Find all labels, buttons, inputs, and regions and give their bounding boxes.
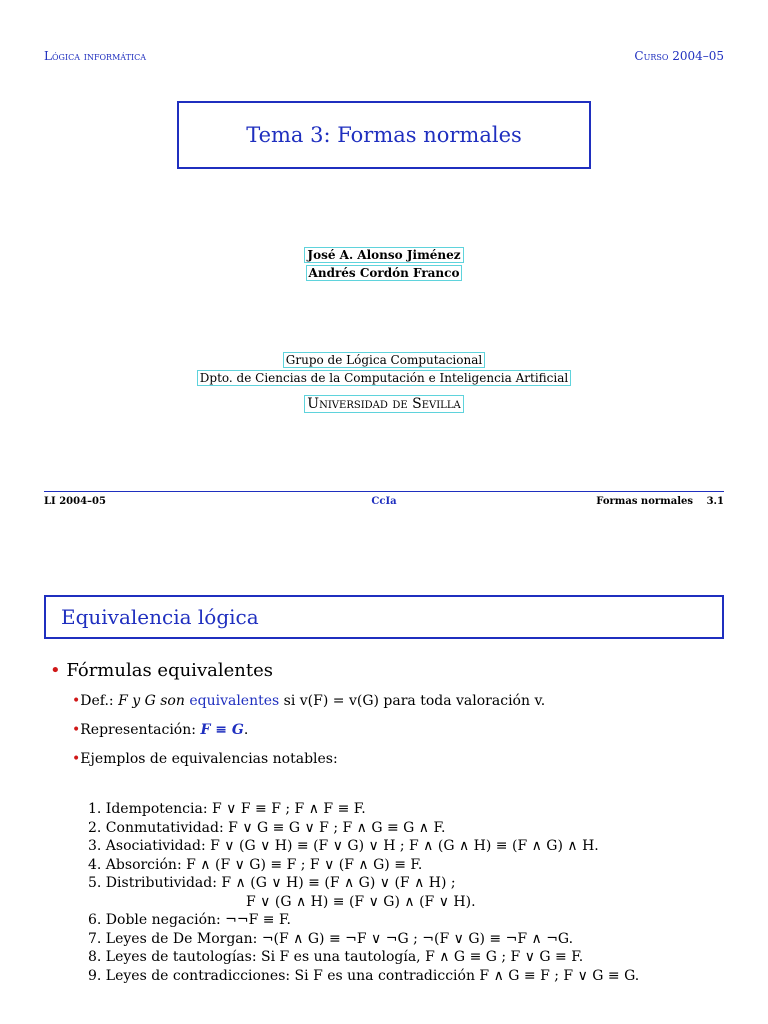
bullet-icon: • [72,751,81,767]
list-item: 1. Idempotencia: F ∨ F ≡ F ; F ∧ F ≡ F. [88,801,366,817]
course-year: Curso 2004–05 [634,49,724,63]
definition-item [72,693,545,709]
footer-right: Formas normales [596,496,693,507]
university-link[interactable]: Universidad de Sevilla [304,395,463,413]
section-title: Equivalencia lógica [61,605,259,629]
rep-label: Representación: [80,722,196,738]
department-wrap [0,367,768,386]
course-name: Lógica informática [44,49,147,63]
list-item: 2. Conmutatividad: F ∨ G ≡ G ∨ F ; F ∧ G ≡ G ∧ F. [88,819,446,836]
rep-period: . [243,722,249,738]
examples-label: Ejemplos de equivalencias notables: [80,751,338,767]
list-item: 3. Asociatividad: F ∨ (G ∨ H) ≡ (F ∨ G) ∨ H ; F ∧ (G ∧ H) ≡ (F ∧ G) ∧ H. [88,838,599,854]
def-rest: si v(F) = v(G) para toda valoración v. [283,693,546,709]
footer-rule [44,491,724,492]
def-highlight: equivalentes [189,693,280,709]
main-bullet-text: Fórmulas equivalentes [66,660,273,681]
author-1-link[interactable]: José A. Alonso Jiménez [304,247,463,263]
footer-page: 3.1 [706,496,724,507]
author-1-wrap [0,244,768,263]
list-item: 8. Leyes de tautologías: Si F es una tautología, F ∧ G ≡ G ; F ∨ G ≡ F. [88,949,584,965]
section-title-box [44,595,724,639]
list-item: 9. Leyes de contradicciones: Si F es una contradicción F ∧ G ≡ F ; F ∨ G ≡ G. [88,967,640,984]
department-link[interactable]: Dpto. de Ciencias de la Computación e Inteligencia Artificial [197,370,571,386]
group-link[interactable]: Grupo de Lógica Computacional [283,352,485,368]
equivalences-list [88,800,639,985]
examples-item [72,751,338,767]
representation-item [72,722,248,738]
list-item: 6. Doble negación: ¬¬F ≡ F. [88,912,291,928]
footer-left: LI 2004–05 [44,496,106,507]
def-label: Def.: [80,693,114,709]
list-item: 7. Leyes de De Morgan: ¬(F ∧ G) ≡ ¬F ∨ ¬G ; ¬(F ∨ G) ≡ ¬F ∧ ¬G. [88,930,574,947]
bullet-icon: • [50,660,61,681]
list-item-continuation: F ∨ (G ∧ H) ≡ (F ∨ G) ∧ (F ∨ H). [246,893,476,910]
footer-center: CcIa [371,496,397,507]
author-2-wrap [0,262,768,281]
def-text: F y G son [118,693,185,709]
title-box [177,101,591,169]
author-2-link[interactable]: Andrés Cordón Franco [306,265,463,281]
list-item: 4. Absorción: F ∧ (F ∨ G) ≡ F ; F ∨ (F ∧ G) ≡ F. [88,856,423,873]
bullet-icon: • [72,722,81,738]
main-bullet [50,660,273,681]
university-wrap [0,393,768,413]
bullet-icon: • [72,693,81,709]
list-item: 5. Distributividad: F ∧ (G ∨ H) ≡ (F ∧ G) ∨ (F ∧ H) ; [88,875,456,891]
group-wrap [0,349,768,368]
rep-formula: F ≡ G [200,722,244,738]
slide-title: Tema 3: Formas normales [246,123,522,147]
